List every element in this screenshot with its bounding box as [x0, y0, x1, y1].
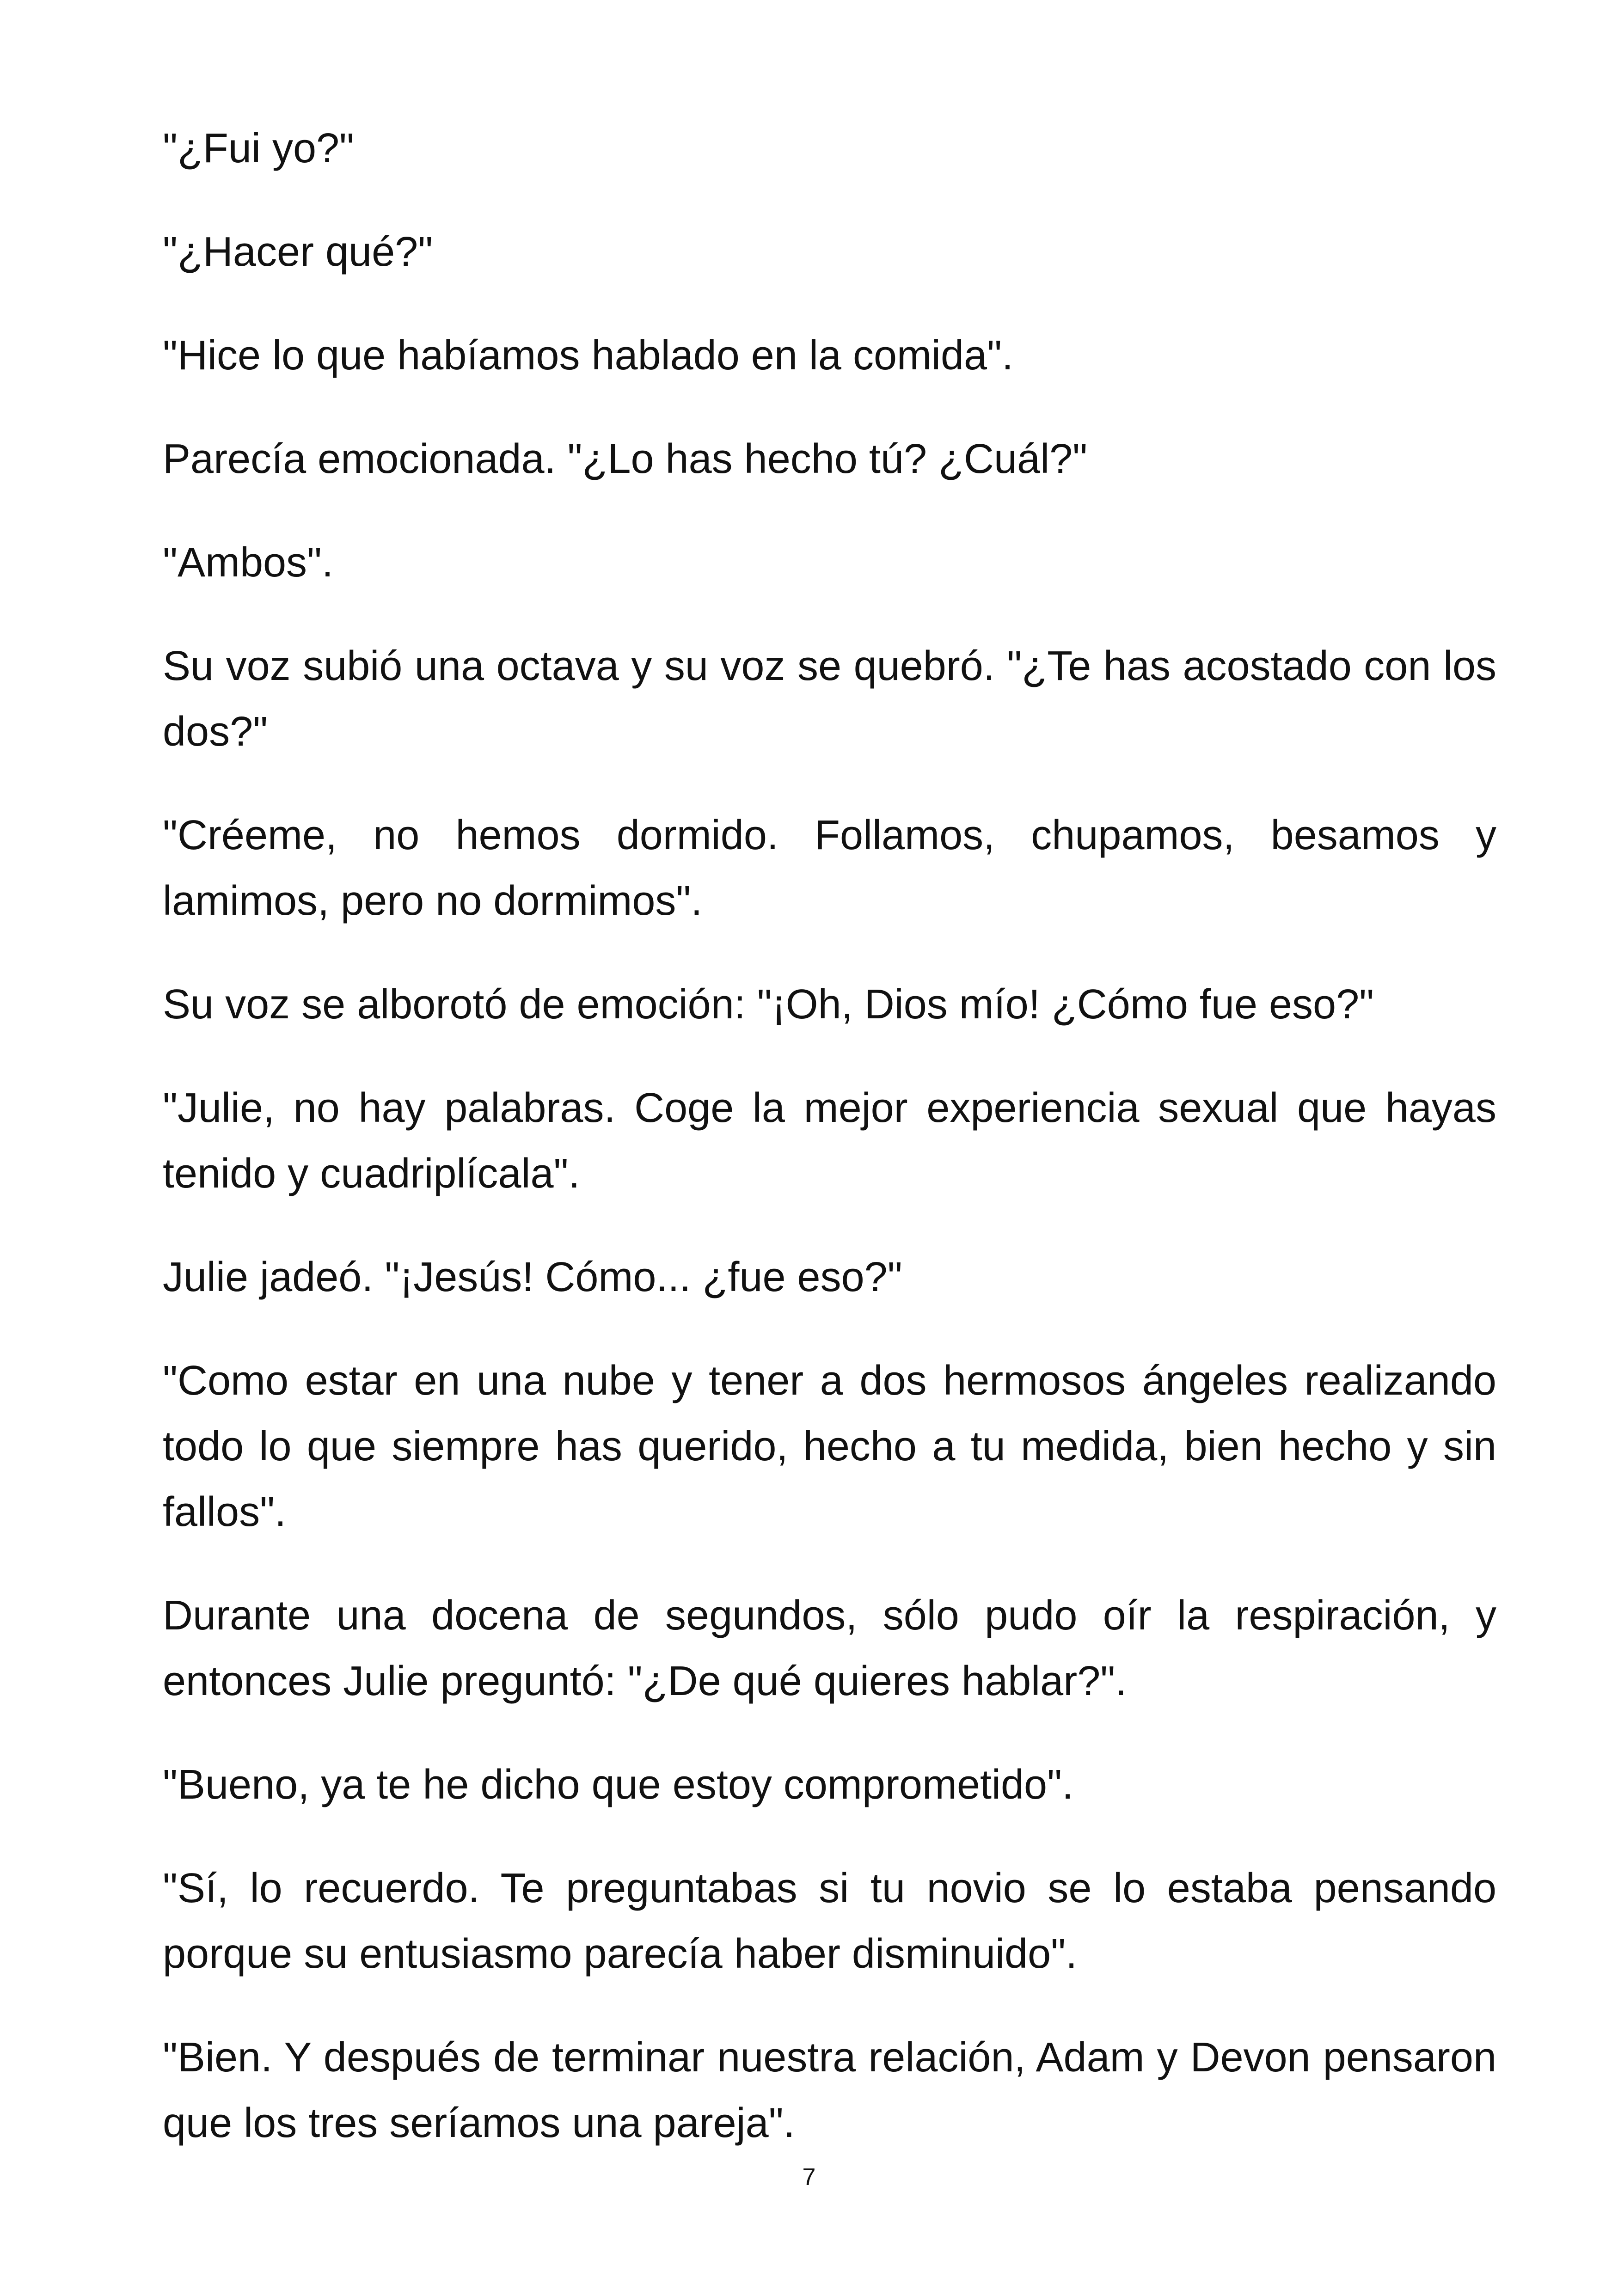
paragraph: "Créeme, no hemos dormido. Follamos, chupamos, besamos y lamimos, pero no dormimos". — [163, 812, 1496, 924]
paragraph: "¿Fui yo?" — [163, 125, 355, 171]
page-number: 7 — [802, 2164, 816, 2191]
paragraph: "¿Hacer qué?" — [163, 229, 433, 275]
paragraph: "Ambos". — [163, 539, 334, 586]
paragraph: Su voz subió una octava y su voz se quebró. "¿Te has acostado con los dos?" — [163, 643, 1496, 755]
paragraph: "Hice lo que habíamos hablado en la comida". — [163, 332, 1014, 379]
body-text — [163, 116, 1496, 2194]
paragraph: Julie jadeó. "¡Jesús! Cómo... ¿fue eso?" — [163, 1254, 902, 1300]
paragraph: "Bien. Y después de terminar nuestra relación, Adam y Devon pensaron que los tres seríamos una pareja". — [163, 2034, 1496, 2146]
paragraph: "Bueno, ya te he dicho que estoy comprometido". — [163, 1762, 1074, 1808]
paragraph: Parecía emocionada. "¿Lo has hecho tú? ¿Cuál?" — [163, 436, 1088, 482]
paragraph: Durante una docena de segundos, sólo pudo oír la respiración, y entonces Julie preguntó: "¿De qué quieres hablar?". — [163, 1592, 1496, 1704]
paragraph: "Como estar en una nube y tener a dos hermosos ángeles realizando todo lo que siempre has querido, hecho a tu medida, bien hecho y sin fallos". — [163, 1358, 1496, 1535]
paragraph: "Sí, lo recuerdo. Te preguntabas si tu novio se lo estaba pensando porque su entusiasmo parecía haber disminuido". — [163, 1865, 1496, 1977]
paragraph: Su voz se alborotó de emoción: "¡Oh, Dios mío! ¿Cómo fue eso?" — [163, 981, 1374, 1028]
paragraph: "Julie, no hay palabras. Coge la mejor experiencia sexual que hayas tenido y cuadriplícala". — [163, 1085, 1496, 1197]
